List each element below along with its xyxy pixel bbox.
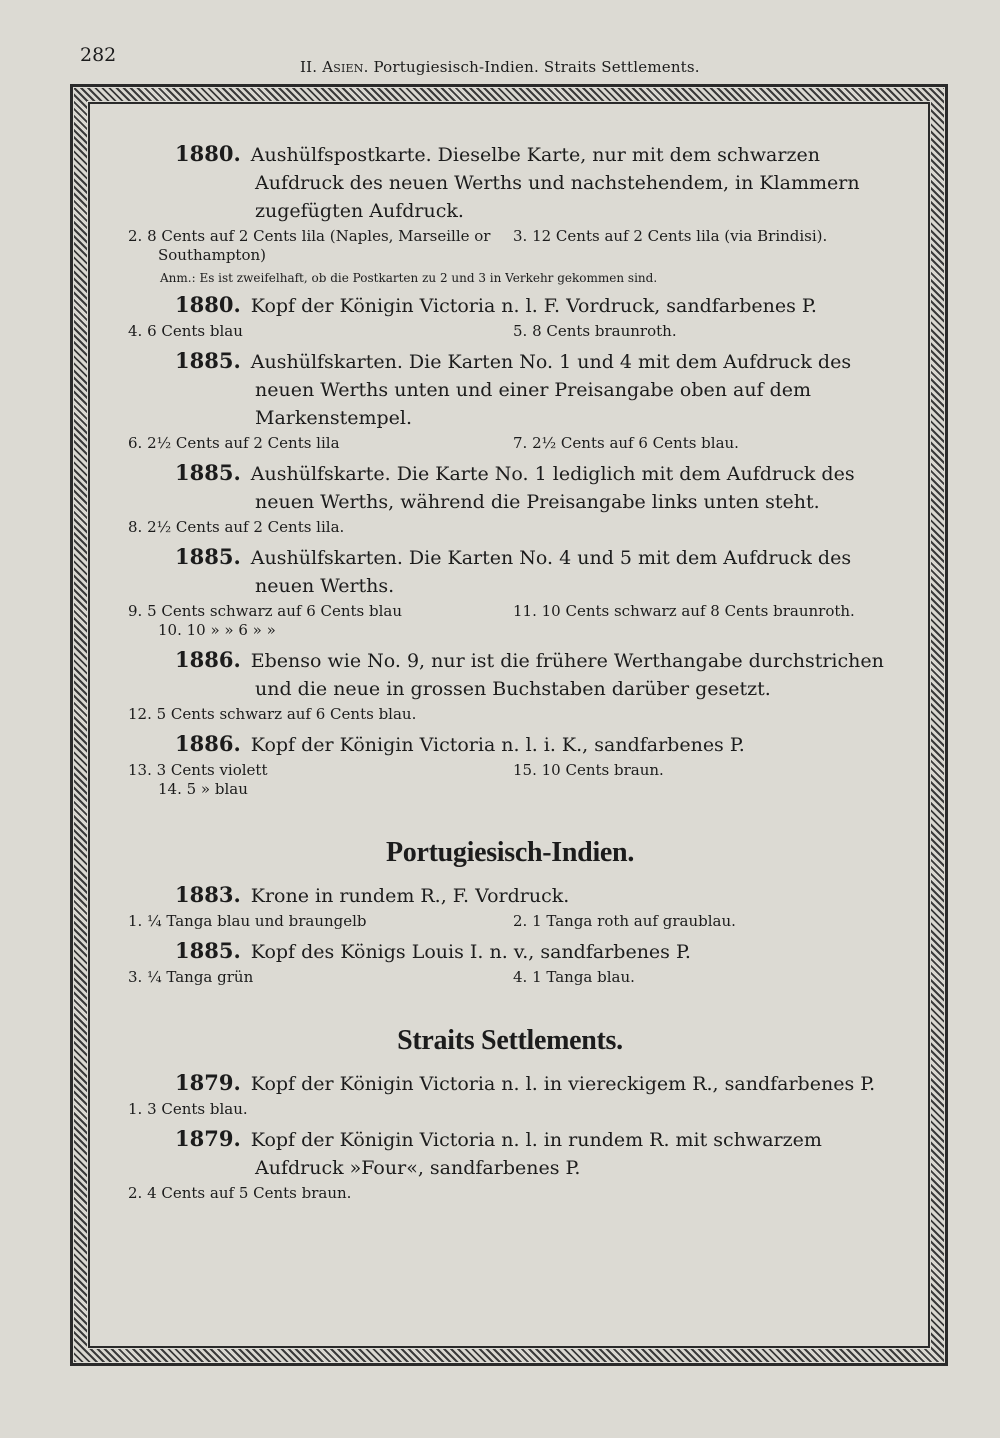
- catalog-entry: [120, 646, 900, 724]
- catalog-entry: [120, 543, 900, 640]
- entry-text: Aushülfskarten. Die Karten No. 1 und 4 mit dem Aufdruck des neuen Werths unten und einer Preisangabe oben auf dem Markenstempel.: [250, 351, 852, 429]
- catalog-entry: [120, 347, 900, 453]
- entry-description: [120, 140, 900, 225]
- entry-text: Ebenso wie No. 9, nur ist die frühere Werthangabe durchstrichen und die neue in grossen Buchstaben darüber gesetzt.: [250, 650, 884, 700]
- entry-year: 1885.: [175, 938, 241, 963]
- stamp-item: 1. ¼ Tanga blau und braungelb: [128, 912, 367, 930]
- stamp-item: 11. 10 Cents schwarz auf 8 Cents braunroth.: [513, 602, 855, 620]
- stamp-item: [513, 1184, 908, 1203]
- entry-text: Aushülfskarte. Die Karte No. 1 lediglich mit dem Aufdruck des neuen Werths, während die Preisangabe links unten steht.: [250, 463, 855, 513]
- straits-entries: [120, 1069, 900, 1203]
- entry-items: [128, 518, 900, 537]
- entry-note: Anm.: Es ist zweifelhaft, ob die Postkarten zu 2 und 3 in Verkehr gekommen sind.: [160, 271, 658, 285]
- entry-items: [128, 602, 900, 640]
- entry-items: [128, 434, 900, 453]
- entry-text: Kopf der Königin Victoria n. l. in viereckigem R., sandfarbenes P.: [250, 1073, 876, 1095]
- entry-items: [128, 912, 900, 931]
- entry-description: [120, 543, 900, 600]
- stamp-item: 12. 5 Cents schwarz auf 6 Cents blau.: [128, 705, 417, 723]
- stamp-item: 6. 2½ Cents auf 2 Cents lila: [128, 434, 340, 452]
- entry-text: Kopf der Königin Victoria n. l. i. K., sandfarbenes P.: [250, 734, 745, 756]
- stamp-item: [513, 518, 908, 537]
- catalog-entry: [120, 1069, 900, 1119]
- main-entries: [120, 140, 900, 799]
- entry-text: Aushülfskarten. Die Karten No. 4 und 5 mit dem Aufdruck des neuen Werths.: [250, 547, 852, 597]
- entry-text: Kopf des Königs Louis I. n. v., sandfarbenes P.: [250, 941, 691, 963]
- entry-description: [120, 1125, 900, 1182]
- page-content: [120, 140, 900, 1209]
- section-title-straits: Straits Settlements.: [397, 1025, 623, 1056]
- entry-description: [120, 459, 900, 516]
- entry-description: [120, 291, 900, 320]
- entry-items: [128, 1184, 900, 1203]
- section-title-portugal: Portugiesisch-Indien.: [385, 837, 635, 868]
- entry-description: [120, 937, 900, 966]
- running-head-region: Asien: [322, 58, 364, 76]
- stamp-item: 9. 5 Cents schwarz auf 6 Cents blau 10. 10 » » 6 » »: [128, 602, 403, 639]
- entry-year: 1883.: [175, 882, 241, 907]
- catalog-entry: [120, 291, 900, 341]
- entry-year: 1880.: [175, 292, 241, 317]
- catalog-entry: [120, 459, 900, 537]
- catalog-entry: [120, 881, 900, 931]
- entry-text: Krone in rundem R., F. Vordruck.: [250, 885, 570, 907]
- stamp-item: 2. 8 Cents auf 2 Cents lila (Naples, Marseille or Southampton): [128, 227, 491, 264]
- entry-items: [128, 968, 900, 987]
- stamp-item: 2. 1 Tanga roth auf graublau.: [513, 912, 736, 930]
- stamp-item: 2. 4 Cents auf 5 Cents braun.: [128, 1184, 352, 1202]
- catalog-entry: [120, 730, 900, 799]
- stamp-item: 13. 3 Cents violett 14. 5 » blau: [128, 761, 268, 798]
- running-head-rest: . Portugiesisch-Indien. Straits Settlements.: [363, 58, 700, 76]
- catalog-entry: [120, 140, 900, 285]
- stamp-item: 8. 2½ Cents auf 2 Cents lila.: [128, 518, 345, 536]
- stamp-item: 4. 6 Cents blau: [128, 322, 243, 340]
- entry-year: 1885.: [175, 460, 241, 485]
- entry-items: [128, 322, 900, 341]
- entry-year: 1885.: [175, 348, 241, 373]
- stamp-item: 4. 1 Tanga blau.: [513, 968, 635, 986]
- entry-text: Aushülfspostkarte. Dieselbe Karte, nur mit dem schwarzen Aufdruck des neuen Werths und nachstehendem, in Klammern zugefügten Aufdruck.: [250, 144, 860, 222]
- stamp-item: [513, 1100, 908, 1119]
- entry-items: [128, 227, 900, 265]
- entry-year: 1885.: [175, 544, 241, 569]
- portugal-entries: [120, 881, 900, 987]
- entry-description: [120, 881, 900, 910]
- entry-year: 1880.: [175, 141, 241, 166]
- entry-items: [128, 1100, 900, 1119]
- stamp-item: 15. 10 Cents braun.: [513, 761, 664, 779]
- running-head-part: II.: [300, 58, 323, 76]
- page-number: 282: [80, 44, 117, 66]
- entry-items: [128, 705, 900, 724]
- stamp-item: 7. 2½ Cents auf 6 Cents blau.: [513, 434, 739, 452]
- entry-text: Kopf der Königin Victoria n. l. in rundem R. mit schwarzem Aufdruck »Four«, sandfarbenes P.: [250, 1129, 822, 1179]
- entry-description: [120, 1069, 900, 1098]
- stamp-item: [513, 705, 908, 724]
- running-head: [300, 58, 700, 76]
- catalog-entry: [120, 937, 900, 987]
- stamp-item: 5. 8 Cents braunroth.: [513, 322, 677, 340]
- entry-text: Kopf der Königin Victoria n. l. F. Vordruck, sandfarbenes P.: [250, 295, 817, 317]
- entry-year: 1886.: [175, 731, 241, 756]
- entry-year: 1886.: [175, 647, 241, 672]
- entry-description: [120, 347, 900, 432]
- entry-items: [128, 761, 900, 799]
- entry-description: [120, 730, 900, 759]
- entry-description: [120, 646, 900, 703]
- stamp-item: 1. 3 Cents blau.: [128, 1100, 248, 1118]
- entry-year: 1879.: [175, 1070, 241, 1095]
- stamp-item: 3. 12 Cents auf 2 Cents lila (via Brindisi).: [513, 227, 828, 245]
- stamp-item: 3. ¼ Tanga grün: [128, 968, 254, 986]
- catalog-entry: [120, 1125, 900, 1203]
- entry-year: 1879.: [175, 1126, 241, 1151]
